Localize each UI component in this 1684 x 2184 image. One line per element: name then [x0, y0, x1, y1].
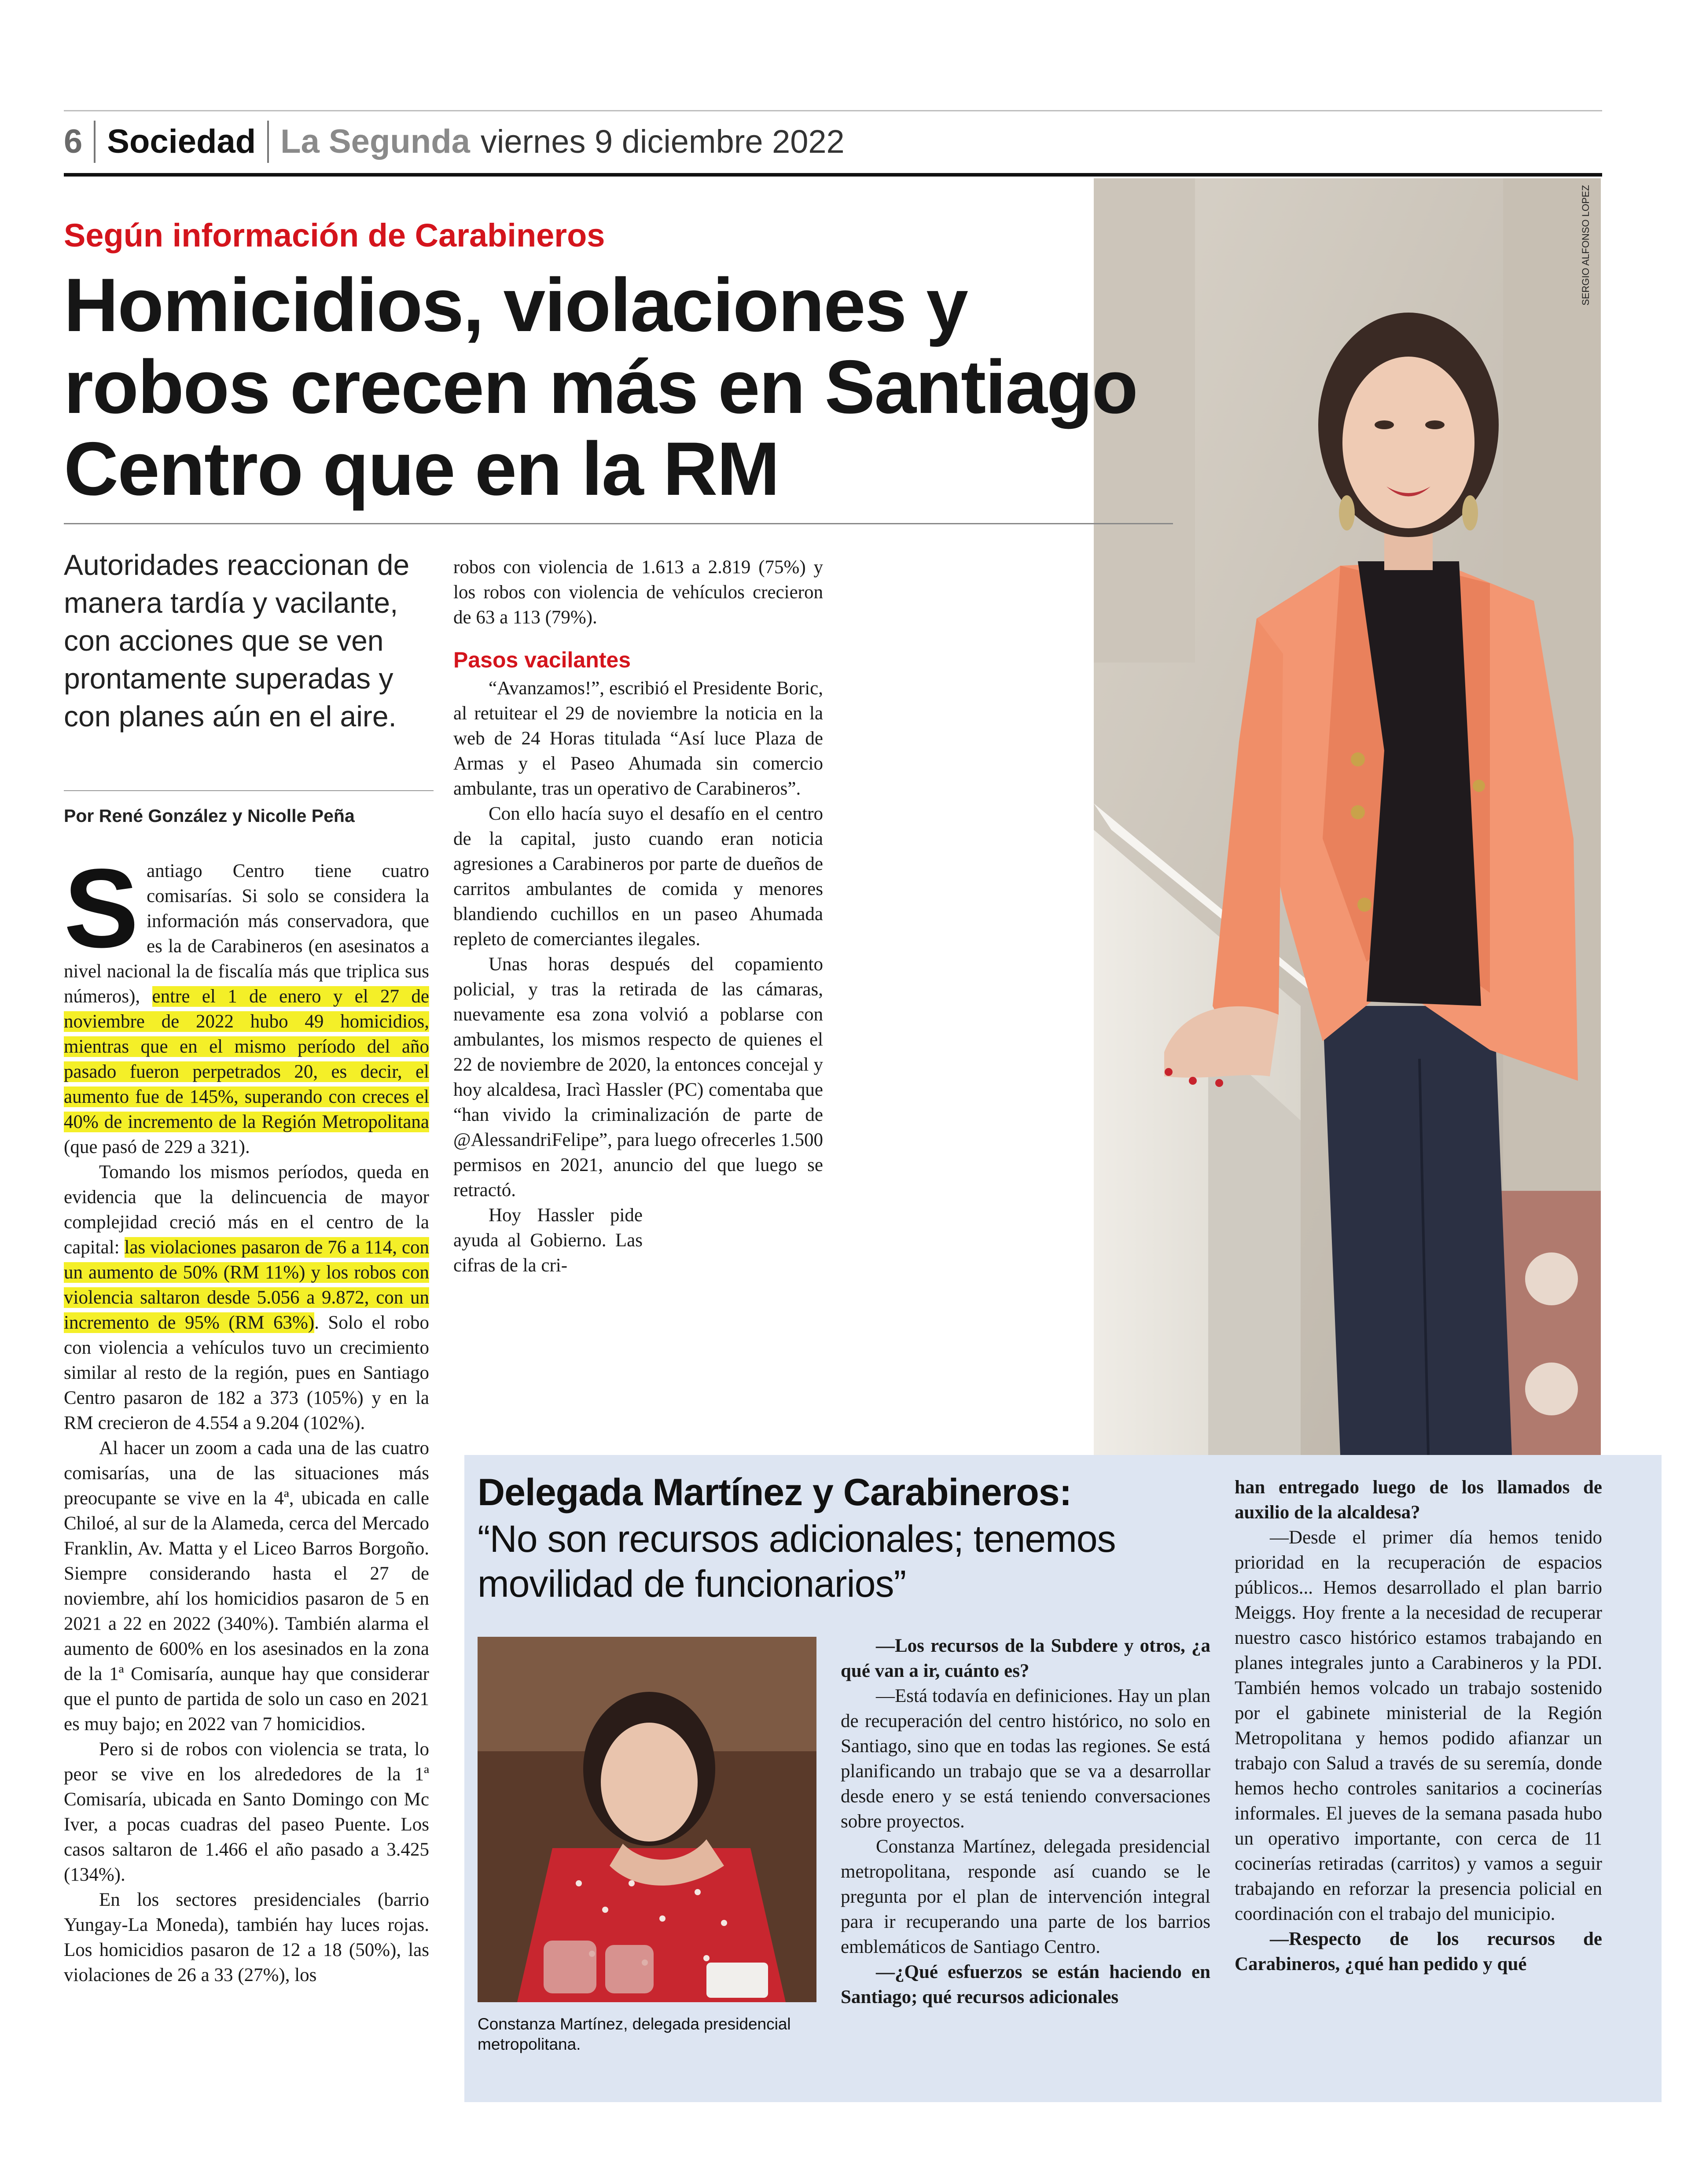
- photo-credit: SERGIO ALFONSO LOPEZ: [1580, 185, 1591, 306]
- page-number: 6: [64, 121, 96, 163]
- interview-answer: —Está todavía en definiciones. Hay un plan de recuperación del centro histórico, no solo en Santiago, sino que en todas las regiones. Se está planificando un trabajo que se va a desarrollar desde enero y se está teniendo conversaciones sobre proyectos.: [841, 1686, 1210, 1832]
- section-subhead: Pasos vacilantes: [453, 648, 631, 672]
- highlighted-text: entre el 1 de enero y el 27 de noviembre de 2022 hubo 49 homicidios, mientras que en el mismo período del año pasado fueron perpetrados 20, es decir, el aumento fue de 145%, superando con creces el 40% de incremento de la Región Metropolitana: [64, 986, 429, 1132]
- title-rule: [64, 523, 1173, 524]
- article-column-1: [64, 846, 430, 1988]
- page-header: [64, 115, 845, 168]
- text-run: Tomando los mismos períodos, queda en evidencia que la delincuencia de mayor complejidad creció más en el centro de la capital:: [64, 1162, 429, 1258]
- interview-question: —¿Qué esfuerzos se están haciendo en Santiago; qué recursos adicionales: [841, 1962, 1210, 2007]
- text-run: . Solo el robo con violencia a vehículos tuvo un crecimiento similar al resto de la región, pues en Santiago Centro pasaron de 182 a 373 (105%) y en la RM crecieron de 4.554 a 9.204 (102%).: [64, 1312, 429, 1433]
- paragraph: Al hacer un zoom a cada una de las cuatro comisarías, una de las situaciones más preocupante se vive en la 4ª, ubicada en calle Chiloé, al sur de la Alameda, cerca del Mercado Franklin, Av. Matta y el Liceo Barros Borgoño. Siempre considerando hasta el 27 de noviembre, ahí los homicidios pasaron de 5 en 2021 a 22 en 2022 (340%). También alarma el aumento de 600% en los asesinados en la zona de la 1ª Comisaría, aunque hay que considerar que el punto de partida de solo un caso en 2021 es muy bajo; en 2022 van 7 homicidios.: [64, 1438, 429, 1735]
- paragraph: [64, 846, 429, 1160]
- paragraph: Con ello hacía suyo el desafío en el centro de la capital, justo cuando eran noticia agresiones a Carabineros por parte de dueños de carritos ambulantes de comida y menores blandiendo cuchillos en un paseo Ahumada repleto de comerciantes ilegales.: [453, 803, 823, 950]
- article-deck: Autoridades reaccionan de manera tardía y vacilante, con acciones que se ven prontamente superadas y con planes aún en el aire.: [64, 549, 410, 733]
- main-photo: [1094, 178, 1601, 1455]
- interview-question: —Respecto de los recursos de Carabineros, ¿qué han pedido y qué: [1235, 1929, 1602, 1974]
- header-top-rule: [64, 110, 1602, 111]
- interview-photo: [478, 1637, 816, 2002]
- article-title: Homicidios, violaciones y robos crecen más en Santiago Centro que en la RM: [64, 263, 1137, 511]
- paragraph: Hoy Hassler pide ayuda al Gobierno. Las cifras de la cri-: [453, 1205, 643, 1276]
- interview-title-quote: “No son recursos adicionales; tenemos movilidad de funcionarios”: [478, 1518, 1116, 1605]
- header-rule: [64, 173, 1602, 177]
- article-kicker: Según información de Carabineros: [64, 217, 605, 254]
- delegate-portrait-illustration: [478, 1637, 816, 2002]
- woman-orange-blazer-illustration: [1094, 178, 1601, 1455]
- paragraph: Pero si de robos con violencia se trata, lo peor se vive en los alrededores de la 1ª Comisaría, ubicada en Santo Domingo con Mc Iver, a pocas cuadras del paseo Puente. Los casos saltaron de 1.466 el año pasado a 3.425 (134%).: [64, 1739, 429, 1885]
- drop-cap: S: [64, 846, 139, 971]
- interview-photo-caption: Constanza Martínez, delegada presidencial metropolitana.: [478, 2015, 791, 2053]
- byline-rule: [64, 790, 434, 791]
- interview-question-continued: han entregado luego de los llamados de auxilio de la alcaldesa?: [1235, 1477, 1602, 1523]
- article-column-2: [453, 555, 823, 1278]
- paragraph: Constanza Martínez, delegada presidencial metropolitana, responde así cuando se le pregunta por el plan de intervención integral para ir recuperando una parte de los barrios emblemáticos de Santiago Centro.: [841, 1836, 1210, 1957]
- paragraph: Unas horas después del copamiento policial, y tras la retirada de las cámaras, nuevamente esa zona volvió a poblarse con ambulantes, los mismos respecto de quienes el 22 de noviembre de 2020, la entonces concejal y hoy alcaldesa, Iracì Hassler (PC) comentaba que “han vivido la criminalización de parte de @AlessandriFelipe”, para luego ofrecerles 1.500 permisos en 2021, anuncio del que luego se retractó.: [453, 954, 823, 1201]
- interview-question: —Los recursos de la Subdere y otros, ¿a qué van a ir, cuánto es?: [841, 1635, 1210, 1681]
- issue-date: viernes 9 diciembre 2022: [480, 123, 845, 160]
- interview-answer: —Desde el primer día hemos tenido prioridad en la recuperación de espacios públicos... Hemos desarrollado el plan barrio Meiggs. Hoy frente a la necesidad de recuperar nuestro casco histórico estamos trabajando en planes integrales junto a Carabineros y la PDI. También hemos volcado un trabajo sostenido por el gabinete ministerial de la Región Metropolitana y hemos podido afianzar un trabajo con Salud a través de su seremía, donde hemos hecho controles sanitarios a cocinerías informales. El jueves de la semana pasada hubo un operativo importante, con cerca de 11 cocinerías retiradas (carritos) y vamos a seguir trabajando en reforzar la presencia policial en coordinación con el trabajo del municipio.: [1235, 1527, 1602, 1924]
- article-byline: Por René González y Nicolle Peña: [64, 806, 355, 826]
- interview-column-2: [1235, 1475, 1602, 1977]
- text-run: (que pasó de 229 a 321).: [64, 1137, 250, 1157]
- highlighted-text: las violaciones pasaron de 76 a 114, con un aumento de 50% (RM 11%) y los robos con violencia saltaron desde 5.056 a 9.872, con un incremento de 95% (RM 63%): [64, 1237, 430, 1333]
- paragraph: “Avanzamos!”, escribió el Presidente Boric, al retuitear el 29 de noviembre la noticia en la web de 24 Horas titulada “Así luce Plaza de Armas y el Paseo Ahumada sin comercio ambulante, tras un operativo de Carabineros”.: [453, 678, 823, 799]
- interview-title-bold: Delegada Martínez y Carabineros:: [478, 1471, 1072, 1514]
- section-name: Sociedad: [96, 121, 269, 163]
- paragraph: En los sectores presidenciales (barrio Yungay-La Moneda), también hay luces rojas. Los homicidios pasaron de 12 a 18 (50%), las violaciones de 26 a 33 (27%), los: [64, 1889, 429, 1985]
- interview-column-1: [841, 1633, 1210, 2010]
- paragraph: robos con violencia de 1.613 a 2.819 (75%) y los robos con violencia de vehículos crecieron de 63 a 113 (79%).: [453, 557, 823, 628]
- paragraph: [64, 1160, 429, 1436]
- text-run: antiago Centro tiene cuatro comisarías. Si solo se considera la información más conservadora, que es la de Carabineros (en asesinatos a nivel nacional la de fiscalía más que triplica sus números),: [64, 861, 429, 1007]
- newspaper-name: La Segunda: [280, 123, 470, 160]
